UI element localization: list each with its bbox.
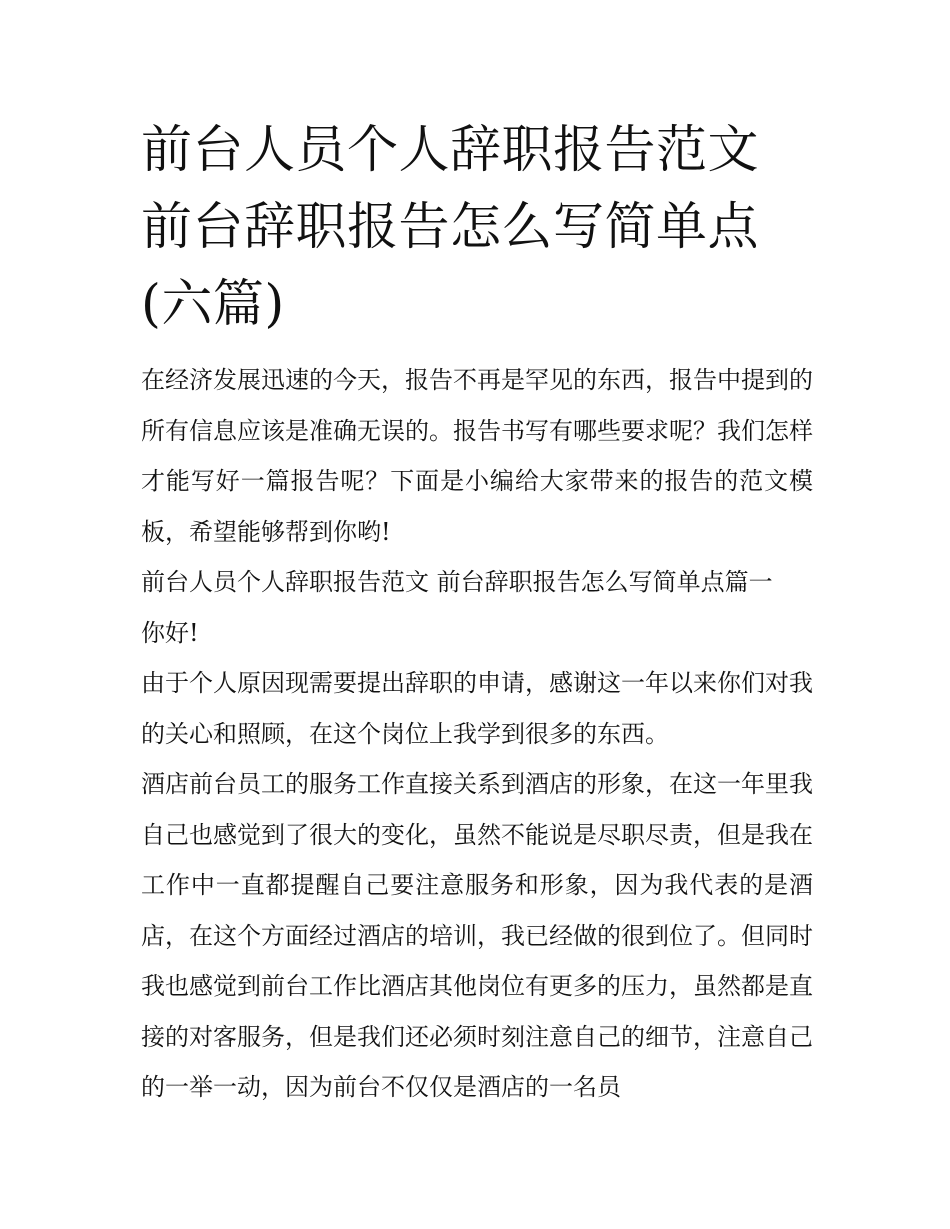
document-body — [141, 355, 813, 1113]
document-page — [141, 112, 813, 1113]
intro-paragraph: 在经济发展迅速的今天，报告不再是罕见的东西，报告中提到的所有信息应该是准确无误的。报告书写有哪些要求呢？我们怎样才能写好一篇报告呢？下面是小编给大家带来的报告的范文模板，希望能够帮到你哟! — [141, 366, 813, 546]
section-heading: 前台人员个人辞职报告范文 前台辞职报告怎么写简单点篇一 — [141, 568, 773, 596]
greeting-paragraph: 你好! — [141, 618, 199, 647]
body-paragraph: 酒店前台员工的服务工作直接关系到酒店的形象，在这一年里我自己也感觉到了很大的变化，虽然不能说是尽职尽责，但是我在工作中一直都提醒自己要注意服务和形象，因为我代表的是酒店，在这个方面经过酒店的培训，我已经做的很到位了。但同时我也感觉到前台工作比酒店其他岗位有更多的压力，虽然都是直接的对客服务，但是我们还必须时刻注意自己的细节，注意自己的一举一动，因为前台不仅仅是酒店的一名员 — [141, 770, 813, 1101]
body-paragraph: 由于个人原因现需要提出辞职的申请，感谢这一年以来你们对我的关心和照顾，在这个岗位上我学到很多的东西。 — [141, 669, 813, 748]
document-title: 前台人员个人辞职报告范文 前台辞职报告怎么写简单点(六篇) — [141, 121, 760, 334]
